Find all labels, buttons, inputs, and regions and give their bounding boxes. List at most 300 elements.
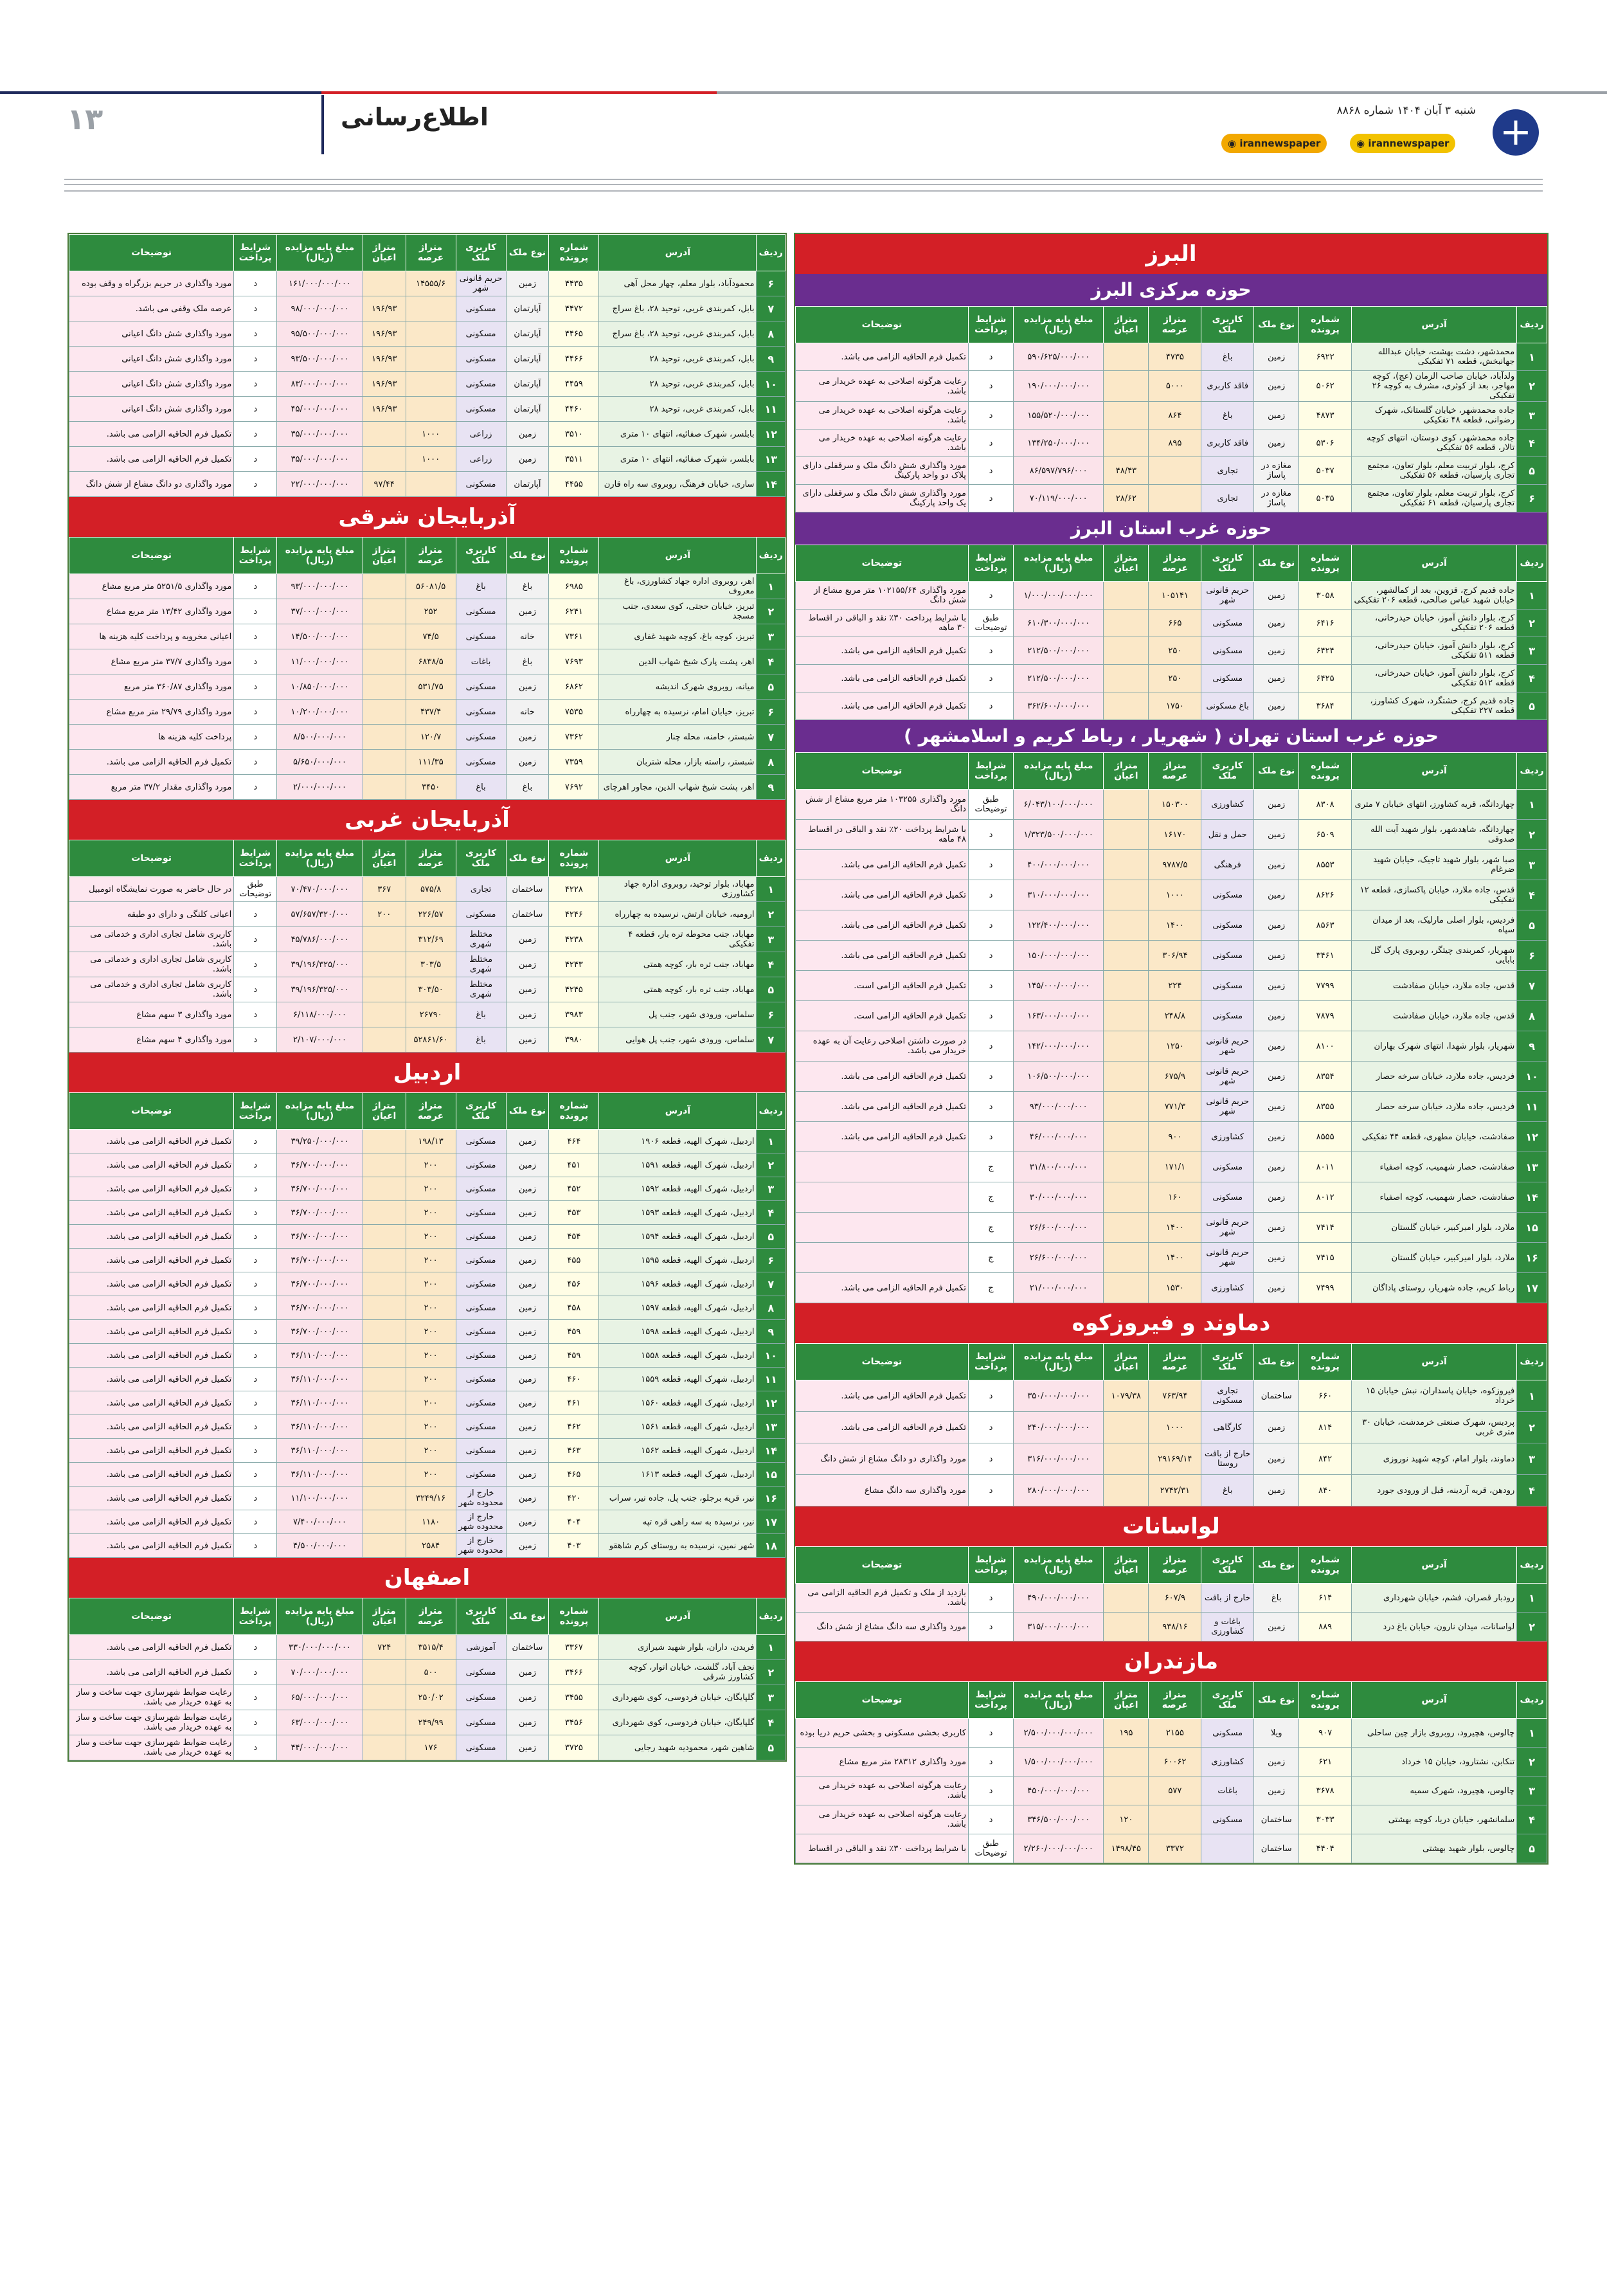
building-area xyxy=(363,1344,406,1368)
listing-table xyxy=(795,545,1547,720)
address: بابل، کمربندی غربی، توحید ۲۸ xyxy=(599,347,757,372)
file-number: ۴۶۵ xyxy=(549,1463,599,1487)
usage: حریم قانونی شهر xyxy=(1201,1062,1254,1092)
subregion-title: حوزه غرب استان البرز xyxy=(795,512,1547,545)
property-type: زمین xyxy=(506,1463,549,1487)
property-type: آپارتمان xyxy=(506,321,549,347)
table-row xyxy=(796,820,1547,850)
table-row xyxy=(69,1296,786,1320)
payment-terms: د xyxy=(234,1710,277,1735)
address: اردبیل، شهرک الهیه، قطعه ۱۵۹۶ xyxy=(599,1272,757,1296)
base-price: ۱۱/۱۰۰/۰۰۰/۰۰۰ xyxy=(277,1487,363,1510)
description: با شرایط پرداخت ۲۰٪ نقد و الباقی در اقساط ۴۸ ماهه xyxy=(796,820,969,850)
column-header: مبلغ پایه مزایده (ریال) xyxy=(277,1093,363,1130)
payment-terms: د xyxy=(234,472,277,497)
land-area: ۹۷۸۷/۵ xyxy=(1149,850,1201,880)
file-number: ۴۰۳ xyxy=(549,1534,599,1558)
file-number: ۳۶۷۸ xyxy=(1299,1776,1352,1805)
table-row xyxy=(796,1719,1547,1748)
description: در حال حاضر به صورت نمایشگاه اتومبیل xyxy=(69,877,234,902)
table-row xyxy=(69,397,786,422)
address: شهر نمین، نرسیده به روستای کرم شاهقو xyxy=(599,1534,757,1558)
row-number: ۱۴ xyxy=(757,472,786,497)
row-number: ۹ xyxy=(1517,1031,1547,1062)
table-wrap xyxy=(69,234,786,497)
building-area xyxy=(363,1153,406,1177)
table-row xyxy=(796,1122,1547,1152)
usage: مسکونی xyxy=(456,1130,506,1153)
file-number: ۴۶۳ xyxy=(549,1439,599,1463)
property-type: زمین xyxy=(1254,880,1299,910)
payment-terms: ج xyxy=(968,1182,1013,1213)
building-area xyxy=(363,775,406,800)
land-area: ۸۶۴ xyxy=(1149,402,1201,429)
building-area xyxy=(1104,941,1149,971)
payment-terms: د xyxy=(234,1487,277,1510)
description: مورد واگذاری ۳۷/۷ متر مربع مشاع xyxy=(69,649,234,674)
payment-terms: د xyxy=(234,977,277,1002)
property-type: آپارتمان xyxy=(506,397,549,422)
description: عرصه ملک وقفی می باشد. xyxy=(69,296,234,321)
land-area: ۱۰۰۰ xyxy=(1149,880,1201,910)
usage: باغ مسکونی xyxy=(1201,692,1254,720)
payment-terms: د xyxy=(968,1092,1013,1122)
land-area: ۲۰۰ xyxy=(406,1344,456,1368)
column-header: آدرس xyxy=(599,1093,757,1130)
building-area xyxy=(1104,1062,1149,1092)
file-number: ۶۶۰ xyxy=(1299,1380,1352,1412)
payment-terms: د xyxy=(234,1344,277,1368)
base-price: ۱۶۱/۰۰۰/۰۰۰/۰۰۰ xyxy=(277,271,363,296)
plus-icon[interactable]: + xyxy=(1493,109,1539,156)
base-price: ۲۶/۶۰۰/۰۰۰/۰۰۰ xyxy=(1014,1243,1104,1273)
address: اردبیل، شهرک الهیه، قطعه ۱۵۹۲ xyxy=(599,1177,757,1201)
property-type: زمین xyxy=(506,927,549,952)
base-price: ۵/۶۵۰/۰۰۰/۰۰۰ xyxy=(277,750,363,775)
description: تکمیل فرم الحاقیه الزامی می باشد. xyxy=(69,1534,234,1558)
building-area: ۹۷/۴۴ xyxy=(363,472,406,497)
usage: مسکونی xyxy=(456,700,506,725)
payment-terms: د xyxy=(234,599,277,624)
payment-terms: د xyxy=(968,1805,1013,1834)
description xyxy=(796,1152,969,1182)
usage: کشاورزی xyxy=(1201,1122,1254,1152)
land-area: ۲۲۶/۵۷ xyxy=(406,902,456,927)
column-header: متراژ عرصه xyxy=(406,1598,456,1635)
building-area xyxy=(363,750,406,775)
column-header: آدرس xyxy=(1352,545,1517,582)
row-number: ۴ xyxy=(757,952,786,977)
file-number: ۳۷۲۵ xyxy=(549,1735,599,1760)
land-area: ۱۲۰/۷ xyxy=(406,725,456,750)
payment-terms: د xyxy=(234,700,277,725)
base-price: ۴۰۰/۰۰۰/۰۰۰/۰۰۰ xyxy=(1014,850,1104,880)
address: دماوند، بلوار امام، کوچه شهید نوروزی xyxy=(1352,1443,1517,1475)
file-number: ۸۸۹ xyxy=(1299,1613,1352,1641)
file-number: ۳۶۸۴ xyxy=(1299,692,1352,720)
land-area: ۶۰۷/۹ xyxy=(1149,1584,1201,1613)
row-number: ۸ xyxy=(757,750,786,775)
address: بابلسر، شهرک صفائیه، انتهای ۱۰ متری xyxy=(599,422,757,447)
table-row xyxy=(796,402,1547,429)
building-area xyxy=(363,1225,406,1249)
property-type: زمین xyxy=(506,1027,549,1053)
description: تکمیل فرم الحاقیه الزامی می باشد. xyxy=(796,941,969,971)
usage: کارگاهی xyxy=(1201,1412,1254,1443)
property-type: زمین xyxy=(506,1439,549,1463)
description: تکمیل فرم الحاقیه الزامی می باشد. xyxy=(796,880,969,910)
description: تکمیل فرم الحاقیه الزامی می باشد. xyxy=(796,1273,969,1303)
description xyxy=(796,1182,969,1213)
file-number: ۴۵۲ xyxy=(549,1177,599,1201)
row-number: ۶ xyxy=(1517,485,1547,512)
property-type: ساختمان xyxy=(506,877,549,902)
description: مورد واگذاری مقدار ۳۷/۲ متر مربع xyxy=(69,775,234,800)
payment-terms: د xyxy=(968,637,1013,665)
land-area: ۳۳۷۲ xyxy=(1149,1834,1201,1863)
payment-terms: د xyxy=(234,347,277,372)
table-row xyxy=(796,457,1547,485)
payment-terms: د xyxy=(234,1320,277,1344)
base-price: ۱۴۲/۰۰۰/۰۰۰/۰۰۰ xyxy=(1014,1031,1104,1062)
row-number: ۷ xyxy=(757,296,786,321)
base-price: ۹۳/۰۰۰/۰۰۰/۰۰۰ xyxy=(1014,1092,1104,1122)
usage: زراعی xyxy=(456,422,506,447)
address: مهاباد، جنب محوطه تره بار، قطعه ۴ تفکیکی xyxy=(599,927,757,952)
row-number: ۵ xyxy=(1517,910,1547,941)
building-area xyxy=(363,1415,406,1439)
file-number: ۸۶۲۶ xyxy=(1299,880,1352,910)
file-number: ۶۵۰۹ xyxy=(1299,820,1352,850)
description: تکمیل فرم الحاقیه الزامی می باشد. xyxy=(69,1130,234,1153)
row-number: ۵ xyxy=(757,1735,786,1760)
property-type: زمین xyxy=(1254,1031,1299,1062)
base-price: ۷۰/۴۷۰/۰۰۰/۰۰۰ xyxy=(277,877,363,902)
building-area: ۷۲۴ xyxy=(363,1635,406,1660)
property-type: زمین xyxy=(506,750,549,775)
column-header: ردیف xyxy=(1517,307,1547,343)
building-area xyxy=(1104,1182,1149,1213)
land-area: ۱۱۱/۳۵ xyxy=(406,750,456,775)
row-number: ۴ xyxy=(1517,429,1547,457)
land-area: ۴۷۳۵ xyxy=(1149,343,1201,371)
table-row xyxy=(796,1443,1547,1475)
table-row xyxy=(796,1031,1547,1062)
row-number: ۱۳ xyxy=(1517,1152,1547,1182)
table-row xyxy=(69,1153,786,1177)
file-number: ۸۳۵۴ xyxy=(1299,1062,1352,1092)
usage: کشاورزی xyxy=(1201,1273,1254,1303)
land-area: ۷۷۱/۳ xyxy=(1149,1092,1201,1122)
base-price: ۳۹/۱۹۶/۳۲۵/۰۰۰ xyxy=(277,977,363,1002)
file-number: ۴۵۵ xyxy=(549,1249,599,1272)
address: اردبیل، شهرک الهیه، قطعه ۱۵۵۸ xyxy=(599,1344,757,1368)
payment-terms: د xyxy=(968,1776,1013,1805)
usage: باغ xyxy=(456,775,506,800)
social-link-b[interactable]: ◉ irannewspaper xyxy=(1350,134,1455,153)
land-area: ۳۵۱۵/۴ xyxy=(406,1635,456,1660)
address: چالوس، هچیرود، روبروی بازار چین ساحلی xyxy=(1352,1719,1517,1748)
table-row xyxy=(796,850,1547,880)
address: کرج، بلوار تربیت معلم، بلوار تعاون، مجتمع تجاری پارسیان، قطعه ۶۱ تفکیکی xyxy=(1352,485,1517,512)
property-type: زمین xyxy=(506,1415,549,1439)
usage: خارج از محدوده شهر xyxy=(456,1510,506,1534)
table-row xyxy=(69,1534,786,1558)
land-area: ۴۳۷/۴ xyxy=(406,700,456,725)
property-type: ساختمان xyxy=(1254,1805,1299,1834)
usage: مختلط شهری xyxy=(456,977,506,1002)
column-header: متراژ عرصه xyxy=(1149,307,1201,343)
usage: مسکونی xyxy=(456,1225,506,1249)
building-area xyxy=(363,1201,406,1225)
usage: مسکونی xyxy=(456,624,506,649)
address: اردبیل، شهرک الهیه، قطعه ۱۵۹۵ xyxy=(599,1249,757,1272)
building-area: ۱۲۰ xyxy=(1104,1805,1149,1834)
property-type: زمین xyxy=(506,1735,549,1760)
column-header: شماره پرونده xyxy=(1299,753,1352,790)
description: در صورت داشتن اصلاحی رعایت آن به عهده خریدار می باشد. xyxy=(796,1031,969,1062)
description: تکمیل فرم الحاقیه الزامی می باشد. xyxy=(69,1487,234,1510)
land-area: ۵۶۰۸۱/۵ xyxy=(406,574,456,599)
column-header: نوع ملک xyxy=(506,235,549,271)
usage: مسکونی xyxy=(456,1320,506,1344)
row-number: ۱۶ xyxy=(757,1487,786,1510)
payment-terms: د xyxy=(234,1463,277,1487)
payment-terms: د xyxy=(968,820,1013,850)
land-area: ۱۹۸/۱۳ xyxy=(406,1130,456,1153)
building-area xyxy=(363,447,406,472)
address: اردبیل، شهرک الهیه، قطعه ۱۵۶۱ xyxy=(599,1415,757,1439)
payment-terms: طبق توضیحات xyxy=(234,877,277,902)
column-header: نوع ملک xyxy=(506,538,549,574)
file-number: ۸۴۲ xyxy=(1299,1443,1352,1475)
description: تکمیل فرم الحاقیه الزامی می باشد. xyxy=(69,1415,234,1439)
column-header: مبلغ پایه مزایده (ریال) xyxy=(1014,545,1104,582)
table-row xyxy=(796,1152,1547,1182)
building-area xyxy=(1104,1213,1149,1243)
row-number: ۱ xyxy=(1517,1719,1547,1748)
table-row xyxy=(796,371,1547,402)
building-area xyxy=(1104,665,1149,692)
table-row xyxy=(69,1201,786,1225)
address: مهاباد، بلوار توحید، روبروی اداره جهاد کشاورزی xyxy=(599,877,757,902)
file-number: ۴۶۴ xyxy=(549,1130,599,1153)
description: تکمیل فرم الحاقیه الزامی می باشد. xyxy=(69,1153,234,1177)
file-number: ۷۳۵۹ xyxy=(549,750,599,775)
land-area: ۲۰۰ xyxy=(406,1201,456,1225)
file-number: ۳۵۱۰ xyxy=(549,422,599,447)
property-type: زمین xyxy=(1254,850,1299,880)
column-header: ردیف xyxy=(1517,1344,1547,1380)
row-number: ۳ xyxy=(1517,1443,1547,1475)
subregion-title: حوزه مرکزی البرز xyxy=(795,274,1547,306)
column-header: کاربری ملک xyxy=(456,1598,506,1635)
base-price: ۱۰۶/۵۰۰/۰۰۰/۰۰۰ xyxy=(1014,1062,1104,1092)
social-handle: irannewspaper xyxy=(1368,138,1450,149)
base-price: ۳۶/۷۰۰/۰۰۰/۰۰۰ xyxy=(277,1177,363,1201)
base-price: ۶۳/۰۰۰/۰۰۰/۰۰۰ xyxy=(277,1710,363,1735)
column-header: مبلغ پایه مزایده (ریال) xyxy=(1014,1547,1104,1584)
base-price: ۱۵۵/۵۲۰/۰۰۰/۰۰۰ xyxy=(1014,402,1104,429)
property-type: مغازه در پاساژ xyxy=(1254,485,1299,512)
building-area: ۱۹۶/۹۳ xyxy=(363,397,406,422)
usage: خارج از محدوده شهر xyxy=(456,1487,506,1510)
payment-terms: د xyxy=(968,692,1013,720)
building-area xyxy=(363,1391,406,1415)
description: مورد واگذاری دو دانگ مشاع از شش دانگ xyxy=(796,1443,969,1475)
property-type: زمین xyxy=(506,1320,549,1344)
payment-terms: د xyxy=(234,1391,277,1415)
property-type: زمین xyxy=(506,1272,549,1296)
building-area xyxy=(363,1534,406,1558)
description: مورد واگذاری دو دانگ مشاع از شش دانگ xyxy=(69,472,234,497)
building-area xyxy=(1104,1475,1149,1506)
property-type: زمین xyxy=(506,1201,549,1225)
file-number: ۴۲۲۸ xyxy=(549,877,599,902)
region-title: آذربایجان شرقی xyxy=(69,497,786,537)
property-type: زمین xyxy=(506,1487,549,1510)
table-row xyxy=(69,1685,786,1710)
row-number: ۹ xyxy=(757,1320,786,1344)
land-area: ۵۷۵/۸ xyxy=(406,877,456,902)
payment-terms: د xyxy=(234,321,277,347)
header-dotted-rule xyxy=(64,179,1543,192)
usage: حمل و نقل xyxy=(1201,820,1254,850)
address: نیر، قریه برجلو، جنب پل، جاده نیر، سراب xyxy=(599,1487,757,1510)
usage: کشاورزی xyxy=(1201,1748,1254,1776)
payment-terms: طبق توضیحات xyxy=(968,790,1013,820)
building-area xyxy=(363,1685,406,1710)
payment-terms: د xyxy=(968,457,1013,485)
base-price: ۳۴۶/۵۰۰/۰۰۰/۰۰۰ xyxy=(1014,1805,1104,1834)
land-area xyxy=(406,372,456,397)
column-header: متراژ اعیان xyxy=(363,840,406,877)
property-type: زمین xyxy=(506,1130,549,1153)
building-area: ۳۶۷ xyxy=(363,877,406,902)
land-area: ۲۵۰ xyxy=(1149,637,1201,665)
table-row xyxy=(69,422,786,447)
usage: مسکونی xyxy=(456,1685,506,1710)
description: مورد واگذاری شش دانگ اعیانی xyxy=(69,321,234,347)
file-number: ۳۴۶۶ xyxy=(549,1660,599,1685)
column-header: شماره پرونده xyxy=(549,1598,599,1635)
base-price: ۳۶/۱۱۰/۰۰۰/۰۰۰ xyxy=(277,1368,363,1391)
description: تکمیل فرم الحاقیه الزامی می باشد. xyxy=(796,1122,969,1152)
land-area: ۱۴۰۰ xyxy=(1149,910,1201,941)
description: تکمیل فرم الحاقیه الزامی می باشد. xyxy=(796,343,969,371)
base-price: ۱۰/۸۵۰/۰۰۰/۰۰۰ xyxy=(277,674,363,700)
building-area xyxy=(363,1368,406,1391)
file-number: ۶۸۶۲ xyxy=(549,674,599,700)
usage: مسکونی xyxy=(456,1415,506,1439)
row-number: ۱ xyxy=(1517,790,1547,820)
address: مهاباد، جنب تره بار، کوچه همتی xyxy=(599,952,757,977)
file-number: ۴۴۵۹ xyxy=(549,372,599,397)
address: نجف آباد، گلشت، خیابان انوار، کوچه کشاورز شرقی xyxy=(599,1660,757,1685)
usage: باغ xyxy=(456,1027,506,1053)
table-row xyxy=(69,725,786,750)
property-type: زمین xyxy=(506,1177,549,1201)
base-price: ۱/۳۲۳/۵۰۰/۰۰۰/۰۰۰ xyxy=(1014,820,1104,850)
description: تکمیل فرم الحاقیه الزامی می باشد. xyxy=(69,1296,234,1320)
table-row xyxy=(796,1748,1547,1776)
address: صفادشت، خیابان مطهری، قطعه ۴۴ تفکیکی xyxy=(1352,1122,1517,1152)
property-type: زمین xyxy=(506,599,549,624)
column-header: متراژ اعیان xyxy=(363,538,406,574)
column-header: ردیف xyxy=(1517,753,1547,790)
usage: مسکونی xyxy=(456,1344,506,1368)
column-header: مبلغ پایه مزایده (ریال) xyxy=(277,1598,363,1635)
payment-terms: د xyxy=(968,1031,1013,1062)
column-header: متراژ اعیان xyxy=(1104,1344,1149,1380)
file-number: ۷۸۷۹ xyxy=(1299,1001,1352,1031)
description: با شرایط پرداخت ۳۰٪ نقد و الباقی در اقساط ۳۰ ماهه xyxy=(796,610,969,637)
address: چهاردانگه، قریه کشاورز، انتهای خیابان ۷ متری xyxy=(1352,790,1517,820)
address: فریدن، داران، بلوار شهید شیرازی xyxy=(599,1635,757,1660)
address: گلپایگان، خیابان فردوسی، کوی شهرداری xyxy=(599,1710,757,1735)
column-header: ردیف xyxy=(757,538,786,574)
building-area xyxy=(363,725,406,750)
base-price: ۳۶/۱۱۰/۰۰۰/۰۰۰ xyxy=(277,1463,363,1487)
base-price: ۳۶۲/۶۰۰/۰۰۰/۰۰۰ xyxy=(1014,692,1104,720)
column-header: شماره پرونده xyxy=(549,538,599,574)
base-price: ۱۹۰/۰۰۰/۰۰۰/۰۰۰ xyxy=(1014,371,1104,402)
description: رعایت هرگونه اصلاحی به عهده خریدار می باشد. xyxy=(796,371,969,402)
usage: مسکونی xyxy=(456,1368,506,1391)
payment-terms: ج xyxy=(968,1243,1013,1273)
base-price: ۳۶/۷۰۰/۰۰۰/۰۰۰ xyxy=(277,1320,363,1344)
table-row xyxy=(69,1002,786,1027)
row-number: ۶ xyxy=(757,1002,786,1027)
property-type: آپارتمان xyxy=(506,296,549,321)
building-area xyxy=(363,1710,406,1735)
address: بابلسر، شهرک صفائیه، انتهای ۱۰ متری xyxy=(599,447,757,472)
land-area: ۲۰۰ xyxy=(406,1320,456,1344)
land-area: ۲۴۹/۹۹ xyxy=(406,1710,456,1735)
property-type: زمین xyxy=(506,1153,549,1177)
usage: مسکونی xyxy=(456,1272,506,1296)
column-header: شماره پرونده xyxy=(549,840,599,877)
region-title: دماوند و فیروزکوه xyxy=(795,1303,1547,1343)
column-header: شماره پرونده xyxy=(1299,545,1352,582)
address: اردبیل، شهرک الهیه، قطعه ۱۵۹۷ xyxy=(599,1296,757,1320)
land-area: ۱۰۰۰ xyxy=(406,447,456,472)
file-number: ۸۳۰۸ xyxy=(1299,790,1352,820)
row-number: ۲ xyxy=(1517,371,1547,402)
file-number: ۴۴۶۵ xyxy=(549,321,599,347)
listing-table xyxy=(795,1546,1547,1641)
base-price: ۳۷/۰۰۰/۰۰۰/۰۰۰ xyxy=(277,599,363,624)
building-area xyxy=(1104,1243,1149,1273)
description: رعایت ضوابط شهرسازی جهت ساخت و ساز به عهده خریدار می باشد. xyxy=(69,1685,234,1710)
base-price: ۴۴/۰۰۰/۰۰۰/۰۰۰ xyxy=(277,1735,363,1760)
file-number: ۴۵۳ xyxy=(549,1201,599,1225)
payment-terms: د xyxy=(968,1062,1013,1092)
address: اردبیل، شهرک الهیه، قطعه ۱۶۱۳ xyxy=(599,1463,757,1487)
table-row xyxy=(796,692,1547,720)
property-type: باغ xyxy=(506,574,549,599)
address: شهریار، کمربندی چیتگر، روبروی پارک گل بابایی xyxy=(1352,941,1517,971)
table-row xyxy=(796,1182,1547,1213)
table-row xyxy=(796,910,1547,941)
row-number: ۱ xyxy=(1517,343,1547,371)
address: قدس، جاده ملارد، خیابان صفادشت xyxy=(1352,1001,1517,1031)
land-area: ۶۰۰۶۲ xyxy=(1149,1748,1201,1776)
row-number: ۱۲ xyxy=(1517,1122,1547,1152)
file-number: ۶۱۴ xyxy=(1299,1584,1352,1613)
social-link-a[interactable]: ◉ irannewspaper xyxy=(1221,134,1327,153)
row-number: ۶ xyxy=(757,700,786,725)
